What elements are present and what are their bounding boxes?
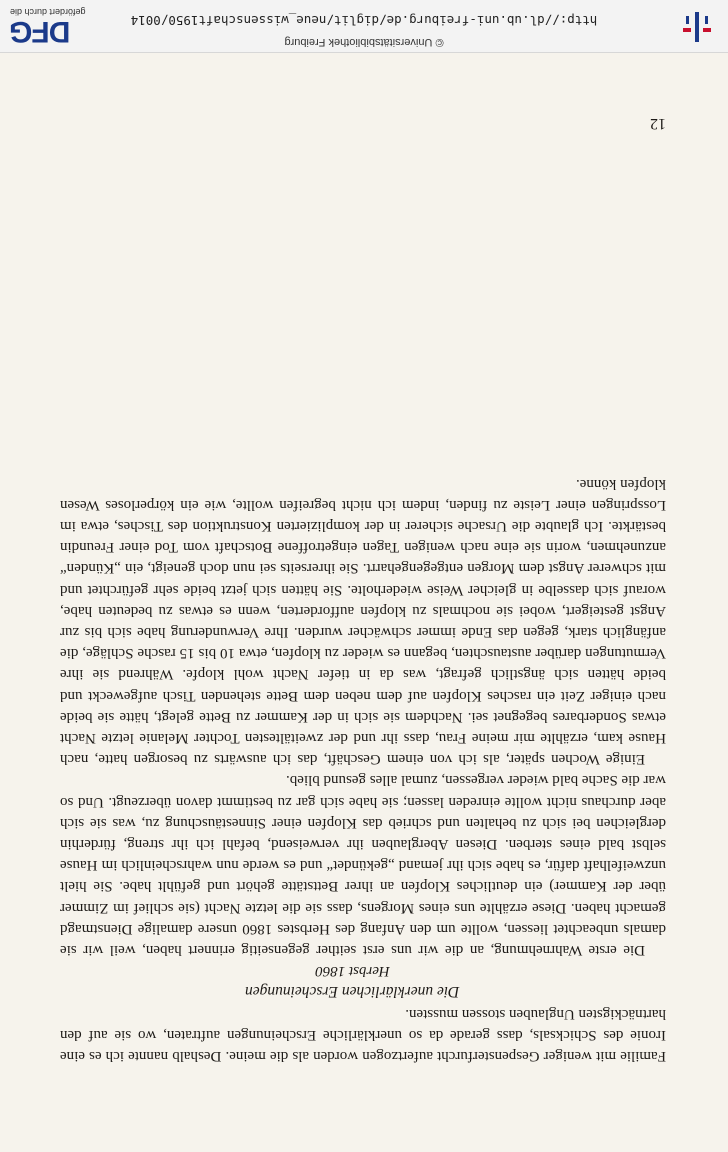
paragraph-2: Einige Wochen später, als ich von einem Geschäft, das ich auswärts zu besorgen hatte, nach Hause kam, erzählte mir meine Frau, dass ihr und der zweitältesten Tochter Melanie letzte Nacht etwas Sonderbares begegnet sei. Nachdem sie sich in der Kammer zu Bette gelegt, hätte sie beide nach einiger Zeit ein rasches Klopfen auf dem neben dem Bette stehenden Tisch aufgeweckt und beide hätten sich ängstlich gefragt, was da in tiefer Nacht wohl klopfe. Während sie ihre Vermutungen darüber austauschten, begann es wieder zu klopfen, etwa 10 bis 15 rasche Schläge, die anfänglich stark, gegen das Ende immer schwächer wurden. Ihre Verwunderung habe sich bis zur Angst gesteigert, wobei sie nochmals zu klopfen aufforderten, wenn es etwas zu bedeuten habe, worauf sich dasselbe in gleicher Weise wiederholte. Sie hätten sich jetzt beide sehr gefürchtet und mit schwerer Angst dem Morgen entgegengeharrt. Sie ihrerseits sei nun doch geneigt, ein „Künden“ anzunehmen, worin sie eine nach wenigen Tagen eingetroffene Botschaft vom Tod einer Freundin bestärkte. Ich glaubte die Ursache sicherer in der komplizierten Konstruktion des Tisches, etwa im Losspringen einer Leiste zu finden, indem ich nicht begreifen wollte, wie ein körperloses Wesen klopfen könne. [60,475,666,768]
dfg-logo-text: DFG [10,15,71,48]
chapter-title: Die unerklärlichen Erscheinungen [244,983,460,1001]
page-body [60,472,666,1066]
source-url[interactable]: http://dl.ub.uni-freiburg.de/diglit/neue_wissenschaft1950/0014 [130,13,598,28]
dfg-logo-icon [10,6,88,46]
page-number: 12 [650,115,666,132]
paragraph-1: Die erste Wahrnehmung, an die wir uns erst seither gegenseitig erinnert haben, weil wir sie damals unbeachtet liessen, wollte um den Anfang des Herbstes 1860 unsere damalige Dienstmagd gemacht haben. Diese erzählte uns eines Morgens, dass sie die letzte Nacht (sie schlief im Zimmer über der Kammer) ein deutliches Klopfen an ihrer Bettstätte gehört und gefühlt habe. Sie hielt unzweifelhaft dafür, es habe sich ihr jemand „gekündet“ und es werde nun wahrscheinlich im Hause selbst bald eines sterben. Diesen Aberglauben ihr verweisend, befahl ich ihr streng, fürderhin dergleichen bei sich zu behalten und schrieb das Klopfen einer Sinnestäuschung zu, was sie sich aber durchaus nicht wollte einreden lassen; sie habe sich gar zu bestimmt davon überzeugt. Und so war die Sache bald wieder vergessen, zumal alles gesund blieb. [60,772,666,958]
intro-paragraph: Familie mit weniger Gespensterfurcht aufertzogen worden als die meine. Deshalb nannte ich es eine Ironie des Schicksals, dass gerade da so unerklärliche Erscheinungen auftraten, wo sie auf den hartnäckigsten Unglauben stossen mussten. [60,1005,666,1064]
section-title: Herbst 1860 [315,963,390,980]
digitization-footer [0,0,728,53]
copyright-notice: © Universitätsbibliothek Freiburg [284,36,444,48]
dfg-tagline: gefördert durch die [10,7,86,17]
